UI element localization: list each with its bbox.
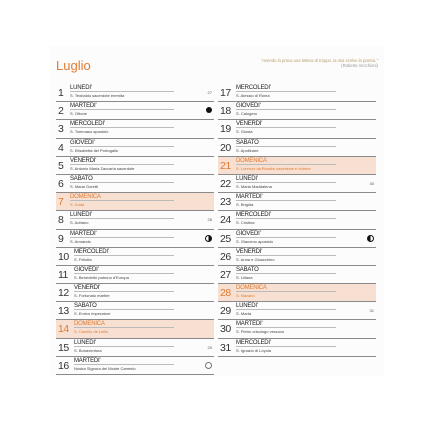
day-number: 25 bbox=[220, 232, 231, 245]
weekday-name: MERCOLEDI' bbox=[236, 85, 271, 91]
saint-name: S. Maria Goretti bbox=[70, 183, 99, 189]
divider bbox=[236, 327, 336, 328]
day-number: 4 bbox=[58, 141, 64, 154]
weekday-name: DOMENICA bbox=[74, 321, 105, 328]
quote-author: (Roberto Vecchioni) bbox=[341, 63, 378, 68]
day-number: 6 bbox=[58, 177, 64, 190]
day-row bbox=[218, 120, 376, 138]
day-row bbox=[218, 157, 376, 175]
divider bbox=[236, 109, 336, 110]
day-row bbox=[218, 193, 376, 211]
day-number: 30 bbox=[220, 323, 231, 336]
saint-name: S. Fortunato martire bbox=[74, 293, 110, 299]
divider bbox=[236, 255, 336, 256]
day-row bbox=[218, 211, 376, 229]
weekday-name: GIOVEDI' bbox=[74, 266, 99, 273]
divider bbox=[236, 218, 336, 219]
divider bbox=[236, 164, 336, 165]
day-row bbox=[56, 284, 214, 302]
divider bbox=[74, 273, 174, 274]
divider bbox=[70, 109, 174, 110]
day-row bbox=[218, 266, 376, 284]
weekday-name: SABATO bbox=[70, 175, 93, 182]
day-number: 5 bbox=[58, 159, 64, 172]
weekday-name: MARTEDI' bbox=[70, 103, 97, 110]
day-number: 3 bbox=[58, 123, 64, 136]
weekday-name: LUNEDI' bbox=[236, 175, 258, 182]
day-row bbox=[218, 175, 376, 193]
weekday-name: MARTEDI' bbox=[236, 194, 263, 201]
day-number: 27 bbox=[220, 268, 231, 281]
divider bbox=[236, 346, 336, 347]
saint-name: S. Edda bbox=[70, 202, 85, 208]
day-row bbox=[218, 102, 376, 120]
divider bbox=[70, 237, 174, 238]
divider bbox=[74, 291, 174, 292]
saint-name: S. Calogero bbox=[236, 111, 258, 117]
weekday-name: LUNEDI' bbox=[70, 212, 92, 219]
day-row bbox=[56, 84, 214, 102]
saint-name: S. Benedetto patrono d'Europa bbox=[74, 274, 129, 280]
weekday-name: SABATO bbox=[236, 139, 259, 146]
week-number: 29 bbox=[207, 344, 212, 350]
saint-name: S. Antonio Maria Zaccaria sacerdote bbox=[70, 165, 135, 171]
day-row bbox=[56, 193, 214, 211]
day-row bbox=[218, 284, 376, 302]
day-number: 13 bbox=[58, 305, 69, 318]
day-number: 16 bbox=[58, 359, 69, 372]
divider bbox=[74, 364, 174, 365]
last-quarter-moon-icon bbox=[367, 235, 374, 242]
saint-name: S. Enrico imperatore bbox=[74, 311, 111, 317]
weekday-name: MERCOLEDI' bbox=[236, 212, 271, 219]
weekday-name: GIOVEDI' bbox=[70, 139, 95, 146]
day-number: 20 bbox=[220, 141, 231, 154]
weekday-name: VENERDI' bbox=[74, 285, 101, 292]
day-row bbox=[218, 139, 376, 157]
day-row bbox=[218, 302, 376, 320]
saint-name: S. Armando bbox=[70, 238, 91, 244]
saint-name: S. Marta bbox=[236, 311, 252, 317]
day-number: 9 bbox=[58, 232, 64, 245]
week-number: 31 bbox=[369, 308, 374, 314]
first-quarter-moon-icon bbox=[205, 235, 212, 242]
saint-name: S. Camillo de Lellis bbox=[74, 329, 109, 335]
day-number: 21 bbox=[220, 159, 231, 172]
day-row bbox=[218, 230, 376, 248]
day-row bbox=[218, 84, 376, 102]
divider bbox=[236, 146, 336, 147]
divider bbox=[236, 200, 336, 201]
saint-name: S. Teobaldo sacerdote eremita bbox=[70, 93, 125, 98]
day-number: 23 bbox=[220, 196, 231, 209]
month-title: Luglio bbox=[56, 58, 91, 73]
divider bbox=[70, 91, 174, 92]
day-number: 17 bbox=[220, 87, 231, 99]
saint-name: S. Adriano bbox=[70, 220, 89, 226]
day-row bbox=[56, 320, 214, 338]
day-number: 31 bbox=[220, 341, 231, 354]
day-row bbox=[56, 102, 214, 120]
saint-name: S. Ignazio di Loyola bbox=[236, 347, 271, 353]
saint-name: S. Anna e Gioacchino bbox=[236, 256, 275, 262]
day-number: 29 bbox=[220, 305, 231, 318]
day-row bbox=[56, 211, 214, 229]
saint-name: S. Bonaventura bbox=[74, 347, 102, 353]
saint-name: S. Tommaso apostolo bbox=[70, 129, 109, 135]
weekday-name: MERCOLEDI' bbox=[70, 121, 105, 128]
weekday-name: VENERDI' bbox=[236, 121, 263, 128]
weekday-name: MARTEDI' bbox=[70, 230, 97, 237]
saint-name: S. Liliana bbox=[236, 274, 253, 280]
day-row bbox=[218, 248, 376, 266]
weekday-name: LUNEDI' bbox=[70, 85, 92, 91]
divider bbox=[236, 127, 336, 128]
divider bbox=[236, 91, 336, 92]
saint-name: S. Maria Maddalena bbox=[236, 183, 272, 189]
saint-name: S. Elisabetta del Portogallo bbox=[70, 147, 119, 153]
day-row bbox=[56, 266, 214, 284]
day-number: 2 bbox=[58, 105, 64, 118]
day-number: 26 bbox=[220, 250, 231, 263]
divider bbox=[70, 146, 174, 147]
weekday-name: MERCOLEDI' bbox=[74, 248, 109, 255]
weekday-name: DOMENICA bbox=[236, 157, 267, 164]
day-row bbox=[56, 139, 214, 157]
day-number: 12 bbox=[58, 287, 69, 300]
day-row bbox=[56, 230, 214, 248]
divider bbox=[70, 164, 174, 165]
weekday-name: GIOVEDI' bbox=[236, 103, 261, 110]
day-row bbox=[56, 248, 214, 266]
full-moon-icon bbox=[205, 362, 212, 369]
saint-name: S. Felicita bbox=[74, 256, 92, 262]
day-number: 10 bbox=[58, 250, 69, 263]
divider bbox=[74, 327, 174, 328]
weekday-name: SABATO bbox=[236, 266, 259, 273]
saint-name: S. Pietro crisologo vescovo bbox=[236, 329, 285, 335]
weekday-name: LUNEDI' bbox=[236, 303, 258, 310]
day-number: 18 bbox=[220, 105, 231, 118]
saint-name: S. Cristina bbox=[236, 220, 255, 226]
right-column bbox=[218, 84, 376, 357]
weekday-name: DOMENICA bbox=[70, 194, 101, 201]
divider bbox=[70, 182, 174, 183]
day-row bbox=[218, 320, 376, 338]
weekday-name: MARTEDI' bbox=[74, 357, 101, 364]
day-row bbox=[56, 120, 214, 138]
divider bbox=[236, 273, 336, 274]
day-number: 1 bbox=[58, 87, 64, 99]
divider bbox=[74, 309, 174, 310]
day-row bbox=[218, 339, 376, 357]
weekday-name: DOMENICA bbox=[236, 285, 267, 292]
divider bbox=[236, 291, 336, 292]
day-number: 28 bbox=[220, 287, 231, 300]
saint-name: S. Apollinare bbox=[236, 147, 259, 153]
saint-name: S. Giusta bbox=[236, 129, 253, 135]
week-number: 30 bbox=[369, 180, 374, 186]
day-row bbox=[56, 175, 214, 193]
day-number: 15 bbox=[58, 341, 69, 354]
day-row bbox=[56, 357, 214, 375]
week-number: 27 bbox=[207, 90, 212, 95]
saint-name: S. Lorenzo da Brindisi sacerdote e dottore bbox=[236, 165, 311, 171]
calendar-page bbox=[50, 46, 384, 376]
weekday-name: GIOVEDI' bbox=[236, 230, 261, 237]
left-column bbox=[56, 84, 214, 375]
day-number: 14 bbox=[58, 323, 69, 336]
quote-text: "Avendo la prosa una lettera di troppo, la mia scelse la poesia." bbox=[260, 58, 378, 63]
divider bbox=[236, 237, 336, 238]
divider bbox=[70, 200, 174, 201]
day-row bbox=[56, 302, 214, 320]
saint-name: S. Ottone bbox=[70, 111, 87, 117]
new-moon-icon bbox=[206, 107, 212, 113]
day-number: 24 bbox=[220, 214, 231, 227]
day-row bbox=[56, 157, 214, 175]
weekday-name: VENERDI' bbox=[70, 157, 97, 164]
weekday-name: SABATO bbox=[74, 303, 97, 310]
divider bbox=[236, 309, 336, 310]
saint-name: S. Brigida bbox=[236, 202, 254, 208]
quote bbox=[228, 58, 378, 68]
week-number: 28 bbox=[207, 217, 212, 223]
day-row bbox=[56, 339, 214, 357]
divider bbox=[74, 346, 174, 347]
divider bbox=[70, 127, 174, 128]
day-number: 7 bbox=[58, 196, 64, 209]
weekday-name: MARTEDI' bbox=[236, 321, 263, 328]
divider bbox=[70, 218, 174, 219]
saint-name: Nostra Signora del Monte Carmelo bbox=[74, 365, 136, 371]
weekday-name: LUNEDI' bbox=[74, 339, 96, 346]
saint-name: S. Alessio di Roma bbox=[236, 93, 270, 98]
day-number: 19 bbox=[220, 123, 231, 136]
weekday-name: MERCOLEDI' bbox=[236, 339, 271, 346]
divider bbox=[236, 182, 336, 183]
saint-name: S. Giacomo apostolo bbox=[236, 238, 274, 244]
weekday-name: VENERDI' bbox=[236, 248, 263, 255]
saint-name: S. Nazario bbox=[236, 293, 255, 299]
day-number: 8 bbox=[58, 214, 64, 227]
day-number: 22 bbox=[220, 177, 231, 190]
day-number: 11 bbox=[58, 268, 68, 281]
divider bbox=[74, 255, 174, 256]
